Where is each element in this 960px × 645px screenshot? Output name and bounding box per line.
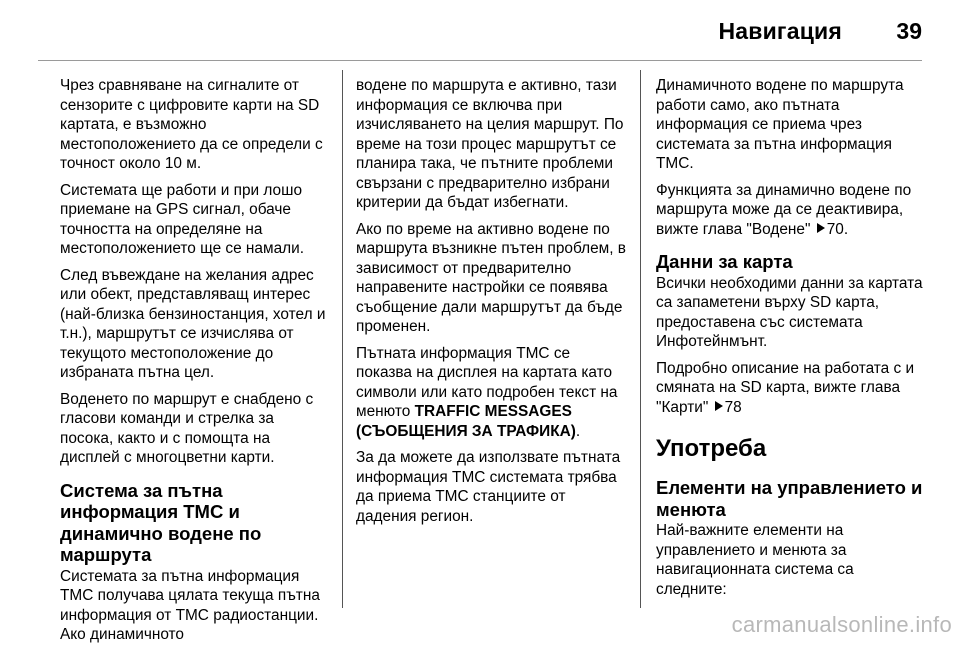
- watermark: carmanualsonline.info: [731, 612, 952, 637]
- page-reference: 78: [724, 398, 742, 416]
- menu-name-traffic-messages: TRAFFIC MESSAGES (СЪОБЩЕНИЯ ЗА ТРАФИКА): [356, 403, 576, 440]
- paragraph: [356, 344, 630, 442]
- paragraph: След въвеждане на желания адрес или обект, представляващ интерес (най-близка бензиностанция, хотел и т.н.), маршрутът се изчислява от текущото местоположение до избраната пътна цел.: [60, 266, 326, 381]
- section-heading-map-data: Данни за карта: [656, 251, 793, 272]
- paragraph: Най-важните елементи на управлението и менюта за навигационната система са следните:: [656, 522, 854, 598]
- paragraph: [656, 181, 924, 240]
- page-reference: 70.: [826, 220, 849, 238]
- header-divider: [38, 60, 922, 61]
- page-number: 39: [896, 18, 922, 44]
- paragraph-text: Подробно описание на работата с и смяната на SD карта, вижте глава "Карти": [656, 359, 915, 416]
- paragraph: [656, 359, 924, 418]
- page-reference-arrow-icon: [817, 223, 825, 233]
- paragraph: Системата за пътна информация TMC получава цялата текуща пътна информация от TMC радиостанции. Ако динамичното: [60, 567, 320, 643]
- section-heading-tmc: Система за пътна информация TMC и динамично водене по маршрута: [60, 479, 262, 565]
- paragraph: Ако по време на активно водене по маршрута възникне пътен проблем, в зависимост от предварително направените настройки се появява съобщение дали маршрутът да бъде променен.: [356, 220, 626, 335]
- page-header: [0, 0, 960, 60]
- paragraph-text: Функцията за динамично водене по маршрута може да се деактивира, вижте глава "Водене": [656, 181, 912, 238]
- paragraph: Воденето по маршрут е снабдено с гласови команди и стрелка за посока, както и с помощта на дисплей с многоцветни карти.: [60, 390, 314, 466]
- paragraph-end: .: [575, 422, 581, 440]
- section-title-usage: Употреба: [656, 435, 767, 462]
- paragraph: Динамичното водене по маршрута работи само, ако пътната информация се приема чрез системата за пътна информация TMC.: [656, 77, 904, 172]
- text-column-2: [356, 76, 630, 533]
- column-divider: [342, 70, 343, 608]
- paragraph: За да можете да използвате пътната информация TMC системата трябва да приема TMC станциите от дадения регион.: [356, 449, 621, 525]
- page-reference-arrow-icon: [715, 401, 723, 411]
- paragraph: Чрез сравняване на сигналите от сензорите с цифровите карти на SD картата, е възможно местоположението да се определи с точност около 10 м.: [60, 77, 323, 172]
- paragraph-text: Пътната информация TMC се показва на дисплея на картата като символи или като подробен текст на менюто: [356, 344, 618, 420]
- paragraph: Системата ще работи и при лошо приемане на GPS сигнал, обаче точността на определяне на местоположението ще се намали.: [60, 181, 304, 257]
- paragraph: водене по маршрута е активно, тази информация се включва при изчисляването на целия маршрут. По време на този процес маршрутът се планира така, че пътните проблеми свързани с предварително избрани критерии да бъдат избегнати.: [356, 77, 624, 211]
- column-divider: [640, 70, 641, 608]
- paragraph: Всички необходими данни за картата са запаметени върху SD карта, предоставена със системата Инфотейнмънт.: [656, 274, 923, 350]
- chapter-title: Навигация: [718, 18, 842, 44]
- section-heading-controls: Елементи на управлението и менюта: [656, 477, 923, 520]
- text-column-3: [656, 76, 924, 599]
- text-column-1: [60, 76, 328, 645]
